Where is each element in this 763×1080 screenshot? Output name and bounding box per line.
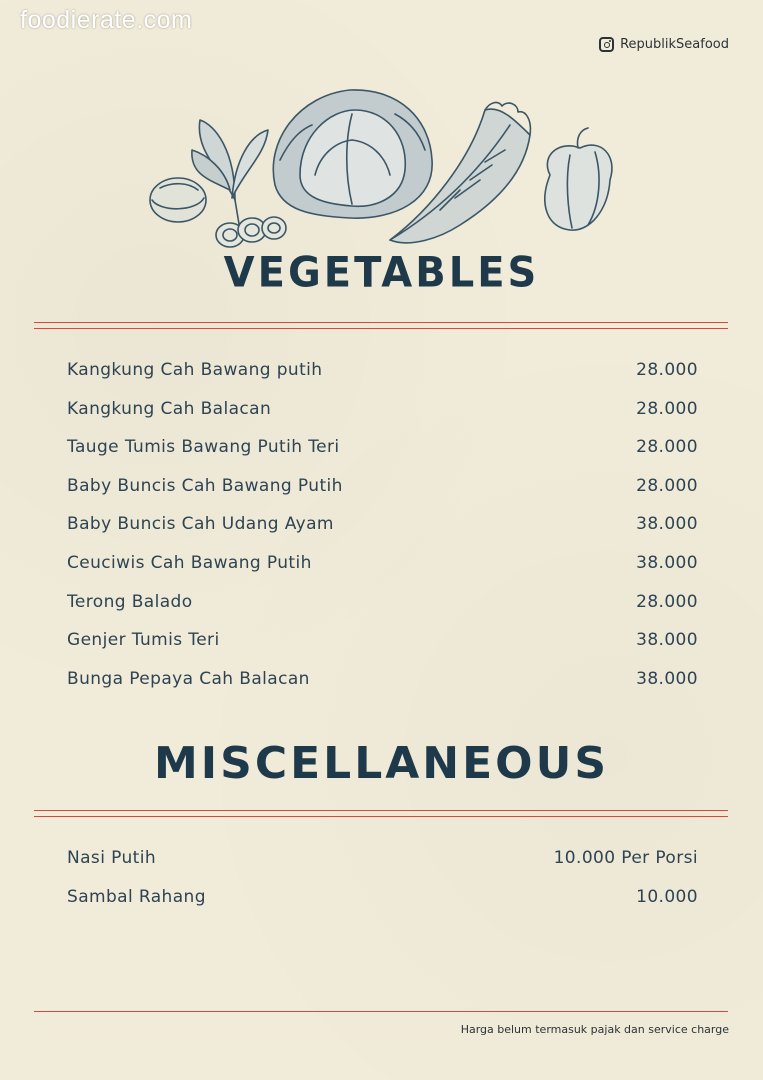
menu-item (67, 476, 698, 515)
item-name: Sambal Rahang (67, 886, 206, 907)
menu-item (67, 630, 698, 669)
item-name: Genjer Tumis Teri (67, 630, 220, 651)
item-name: Baby Buncis Cah Bawang Putih (67, 475, 343, 496)
cabbage-illustration (273, 90, 432, 218)
watermark: foodierate.com (20, 6, 193, 34)
miscellaneous-list (67, 848, 698, 925)
item-name: Tauge Tumis Bawang Putih Teri (67, 437, 340, 458)
vegetables-list (67, 360, 698, 707)
menu-item (67, 514, 698, 553)
menu-item (67, 592, 698, 631)
menu-item (67, 887, 698, 926)
menu-item (67, 669, 698, 708)
item-name: Terong Balado (67, 591, 193, 612)
instagram-handle[interactable] (599, 37, 729, 52)
item-price: 28.000 (636, 398, 698, 419)
vegetables-illustration (140, 80, 620, 255)
menu-item (67, 437, 698, 476)
vegetables-divider (34, 322, 728, 329)
onion-illustration (150, 178, 286, 247)
item-name: Bunga Pepaya Cah Balacan (67, 668, 310, 689)
item-price: 28.000 (636, 360, 698, 380)
item-price: 38.000 (636, 552, 698, 573)
menu-item (67, 360, 698, 399)
item-price: 28.000 (636, 437, 698, 458)
item-price: 28.000 (636, 475, 698, 496)
item-price: 38.000 (636, 630, 698, 651)
instagram-handle-text: RepublikSeafood (620, 37, 729, 52)
item-price: 28.000 (636, 591, 698, 612)
instagram-icon (599, 37, 614, 52)
miscellaneous-title: MISCELLANEOUS (153, 738, 610, 789)
item-name: Nasi Putih (67, 848, 157, 868)
menu-item (67, 553, 698, 592)
menu-item (67, 399, 698, 438)
item-name: Baby Buncis Cah Udang Ayam (67, 514, 334, 535)
item-price: 10.000 (636, 886, 698, 907)
miscellaneous-divider (34, 810, 728, 817)
item-name: Kangkung Cah Bawang putih (67, 360, 323, 380)
item-price: 38.000 (636, 514, 698, 535)
item-name: Kangkung Cah Balacan (67, 398, 272, 419)
item-price: 38.000 (636, 668, 698, 689)
item-price: 10.000 Per Porsi (553, 848, 698, 868)
footer-divider (34, 1011, 728, 1012)
item-name: Ceuciwis Cah Bawang Putih (67, 552, 312, 573)
menu-item (67, 848, 698, 887)
pepper-illustration (545, 128, 612, 230)
vegetables-title: VEGETABLES (223, 248, 540, 298)
footer-note: Harga belum termasuk pajak dan service charge (460, 1023, 729, 1036)
